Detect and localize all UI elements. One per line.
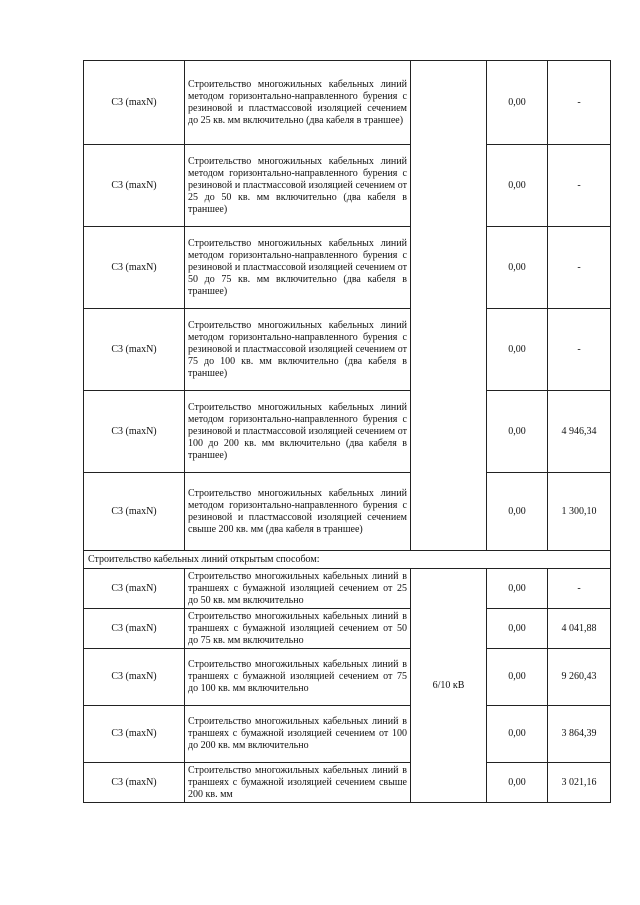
- row-code: С3 (maxN): [84, 649, 185, 706]
- row-value: 0,00: [487, 609, 548, 649]
- table-row: [84, 391, 611, 473]
- table-row: [84, 706, 611, 763]
- row-code: С3 (maxN): [84, 145, 185, 227]
- row-code: С3 (maxN): [84, 227, 185, 309]
- table-row: [84, 145, 611, 227]
- row-description: Строительство многожильных кабельных линий методом горизонтально-направленного бурения с резиновой и пластмассовой изоляцией сечением от 75 до 100 кв. мм включительно (два кабеля в траншее): [185, 309, 411, 391]
- row-value: 0,00: [487, 569, 548, 609]
- voltage-cell-empty: [411, 61, 487, 551]
- row-price: -: [548, 569, 611, 609]
- row-description: Строительство многожильных кабельных линий в траншеях с бумажной изоляцией сечением от 25 до 50 кв. мм включительно: [185, 569, 411, 609]
- section-title: Строительство кабельных линий открытым способом:: [84, 551, 611, 569]
- row-value: 0,00: [487, 706, 548, 763]
- row-value: 0,00: [487, 473, 548, 551]
- row-code: С3 (maxN): [84, 391, 185, 473]
- row-price: -: [548, 309, 611, 391]
- row-value: 0,00: [487, 227, 548, 309]
- row-code: С3 (maxN): [84, 61, 185, 145]
- row-value: 0,00: [487, 309, 548, 391]
- row-description: Строительство многожильных кабельных линий в траншеях с бумажной изоляцией сечением от 100 до 200 кв. мм включительно: [185, 706, 411, 763]
- row-description: Строительство многожильных кабельных линий в траншеях с бумажной изоляцией сечением от 75 до 100 кв. мм включительно: [185, 649, 411, 706]
- table-row: [84, 473, 611, 551]
- row-value: 0,00: [487, 649, 548, 706]
- row-code: С3 (maxN): [84, 569, 185, 609]
- row-value: 0,00: [487, 145, 548, 227]
- row-description: Строительство многожильных кабельных линий методом горизонтально-направленного бурения с резиновой и пластмассовой изоляцией сечением до 25 кв. мм включительно (два кабеля в траншее): [185, 61, 411, 145]
- table-row: [84, 569, 611, 609]
- section-row: [84, 551, 611, 569]
- row-price: -: [548, 145, 611, 227]
- table-row: [84, 227, 611, 309]
- row-price: 3 021,16: [548, 763, 611, 803]
- row-code: С3 (maxN): [84, 706, 185, 763]
- table-row: [84, 609, 611, 649]
- row-code: С3 (maxN): [84, 473, 185, 551]
- table-row: [84, 61, 611, 145]
- row-price: 4 946,34: [548, 391, 611, 473]
- table-row: [84, 649, 611, 706]
- row-description: Строительство многожильных кабельных линий методом горизонтально-направленного бурения с резиновой и пластмассовой изоляцией сечением от 25 до 50 кв. мм включительно (два кабеля в траншее): [185, 145, 411, 227]
- row-code: С3 (maxN): [84, 309, 185, 391]
- row-value: 0,00: [487, 763, 548, 803]
- row-price: 4 041,88: [548, 609, 611, 649]
- voltage-cell: 6/10 кВ: [411, 569, 487, 803]
- row-price: 1 300,10: [548, 473, 611, 551]
- table-row: [84, 763, 611, 803]
- row-description: Строительство многожильных кабельных линий в траншеях с бумажной изоляцией сечением от 50 до 75 кв. мм включительно: [185, 609, 411, 649]
- table-row: [84, 309, 611, 391]
- row-description: Строительство многожильных кабельных линий методом горизонтально-направленного бурения с резиновой и пластмассовой изоляцией сечением свыше 200 кв. мм (два кабеля в траншее): [185, 473, 411, 551]
- row-price: -: [548, 227, 611, 309]
- row-description: Строительство многожильных кабельных линий методом горизонтально-направленного бурения с резиновой и пластмассовой изоляцией сечением от 100 до 200 кв. мм включительно (два кабеля в траншее): [185, 391, 411, 473]
- row-value: 0,00: [487, 391, 548, 473]
- row-price: 3 864,39: [548, 706, 611, 763]
- row-code: С3 (maxN): [84, 763, 185, 803]
- row-value: 0,00: [487, 61, 548, 145]
- row-price: -: [548, 61, 611, 145]
- row-description: Строительство многожильных кабельных линий методом горизонтально-направленного бурения с резиновой и пластмассовой изоляцией сечением от 50 до 75 кв. мм включительно (два кабеля в траншее): [185, 227, 411, 309]
- tariff-table: [83, 60, 611, 803]
- row-code: С3 (maxN): [84, 609, 185, 649]
- row-price: 9 260,43: [548, 649, 611, 706]
- row-description: Строительство многожильных кабельных линий в траншеях с бумажной изоляцией сечением свыше 200 кв. мм: [185, 763, 411, 803]
